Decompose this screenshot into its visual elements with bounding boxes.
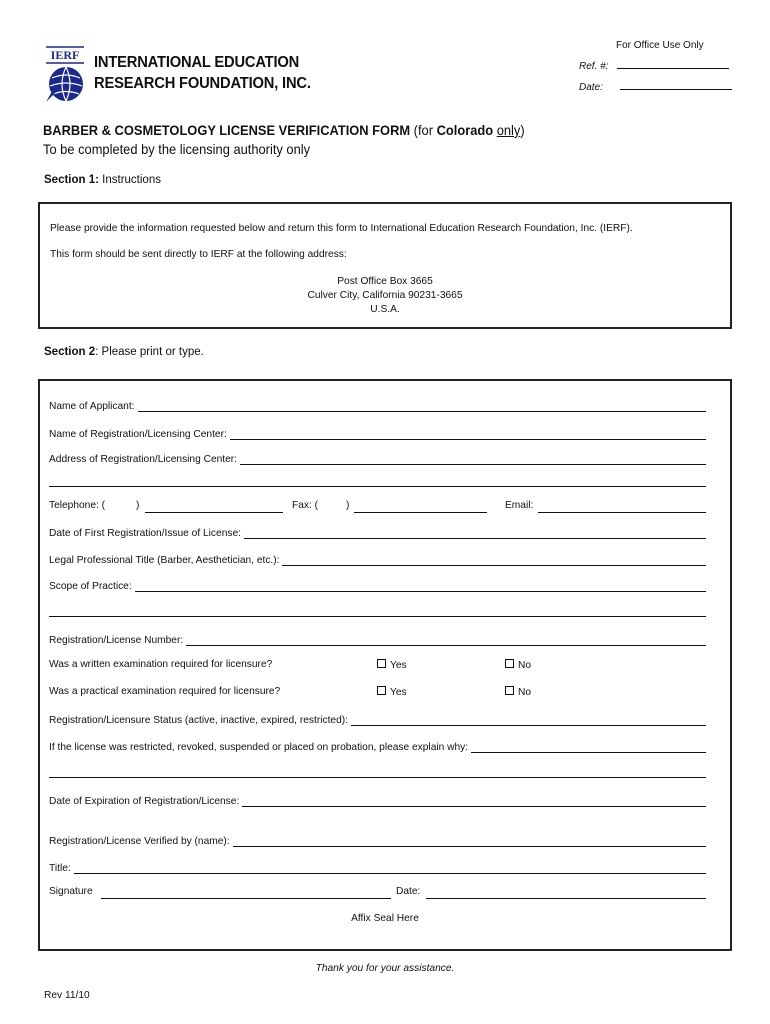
svg-text:IERF: IERF: [50, 48, 80, 62]
verified-by-field[interactable]: Registration/License Verified by (name):: [49, 833, 706, 847]
office-date-label: Date:: [579, 82, 603, 93]
written-exam-no[interactable]: No: [505, 659, 531, 671]
telephone-line[interactable]: [145, 512, 283, 513]
fax-close: ): [346, 500, 350, 511]
form-subtitle: To be completed by the licensing authority only: [43, 141, 311, 157]
signature-line[interactable]: [101, 898, 391, 899]
instructions-box: [38, 202, 732, 329]
scope-of-practice-field[interactable]: Scope of Practice:: [49, 578, 706, 592]
seal-label: Affix Seal Here: [351, 913, 419, 924]
checkbox-icon: [377, 686, 386, 695]
office-use-title: For Office Use Only: [616, 40, 704, 51]
legal-title-field[interactable]: Legal Professional Title (Barber, Aesthetician, etc.):: [49, 552, 706, 566]
ref-field[interactable]: [579, 58, 729, 72]
checkbox-icon: [377, 659, 386, 668]
telephone-label: Telephone: (: [49, 500, 106, 511]
ref-line: [617, 58, 729, 69]
address-line2: Culver City, California 90231-3665: [307, 290, 463, 301]
written-exam-question: Was a written examination required for licensure?: [49, 659, 273, 670]
restriction-explanation-field[interactable]: If the license was restricted, revoked, suspended or placed on probation, please explain why:: [49, 739, 706, 753]
section2-heading: Section 2: Please print or type.: [44, 346, 204, 358]
first-registration-date-field[interactable]: Date of First Registration/Issue of License:: [49, 525, 706, 539]
instructions-line1: Please provide the information requested below and return this form to International Education Research Foundation, Inc. (IERF).: [50, 223, 633, 234]
practical-exam-yes[interactable]: Yes: [377, 686, 407, 698]
email-line[interactable]: [538, 512, 706, 513]
center-address-field[interactable]: Address of Registration/Licensing Center:: [49, 451, 706, 465]
applicant-name-field[interactable]: Name of Applicant:: [49, 398, 706, 412]
written-exam-yes[interactable]: Yes: [377, 659, 407, 671]
ref-label: Ref. #:: [579, 61, 609, 72]
licensure-status-field[interactable]: Registration/Licensure Status (active, inactive, expired, restricted):: [49, 712, 706, 726]
explanation-line2[interactable]: [49, 777, 706, 778]
org-name-line1: INTERNATIONAL EDUCATION: [94, 54, 300, 71]
signature-date-line[interactable]: [426, 898, 706, 899]
org-name-line2: RESEARCH FOUNDATION, INC.: [94, 75, 311, 92]
office-date-line: [620, 79, 732, 90]
telephone-close: ): [136, 500, 140, 511]
center-address-line2[interactable]: [49, 486, 706, 487]
signature-label: Signature: [49, 886, 93, 897]
checkbox-icon: [505, 686, 514, 695]
instructions-line2: This form should be sent directly to IERF at the following address:: [50, 249, 347, 260]
section1-heading: Section 1: Instructions: [44, 174, 161, 186]
verifier-title-field[interactable]: Title:: [49, 860, 706, 874]
fax-line[interactable]: [354, 512, 487, 513]
practical-exam-question: Was a practical examination required for licensure?: [49, 686, 281, 697]
fax-label: Fax: (: [292, 500, 319, 511]
center-name-field[interactable]: Name of Registration/Licensing Center:: [49, 426, 706, 440]
practical-exam-no[interactable]: No: [505, 686, 531, 698]
address-line3: U.S.A.: [370, 304, 400, 315]
organization-name: [94, 52, 311, 94]
form-title: BARBER & COSMETOLOGY LICENSE VERIFICATION FORM (for Colorado only): [43, 122, 525, 138]
office-date-field[interactable]: [579, 79, 732, 93]
thank-you-note: Thank you for your assistance.: [315, 963, 455, 974]
revision-label: Rev 11/10: [44, 990, 90, 1001]
expiration-date-field[interactable]: Date of Expiration of Registration/License:: [49, 793, 706, 807]
address-line1: Post Office Box 3665: [337, 276, 433, 287]
scope-line2[interactable]: [49, 616, 706, 617]
license-number-field[interactable]: Registration/License Number:: [49, 632, 706, 646]
email-label: Email:: [505, 500, 534, 511]
signature-date-label: Date:: [396, 886, 421, 897]
checkbox-icon: [505, 659, 514, 668]
ierf-logo: [44, 44, 88, 106]
